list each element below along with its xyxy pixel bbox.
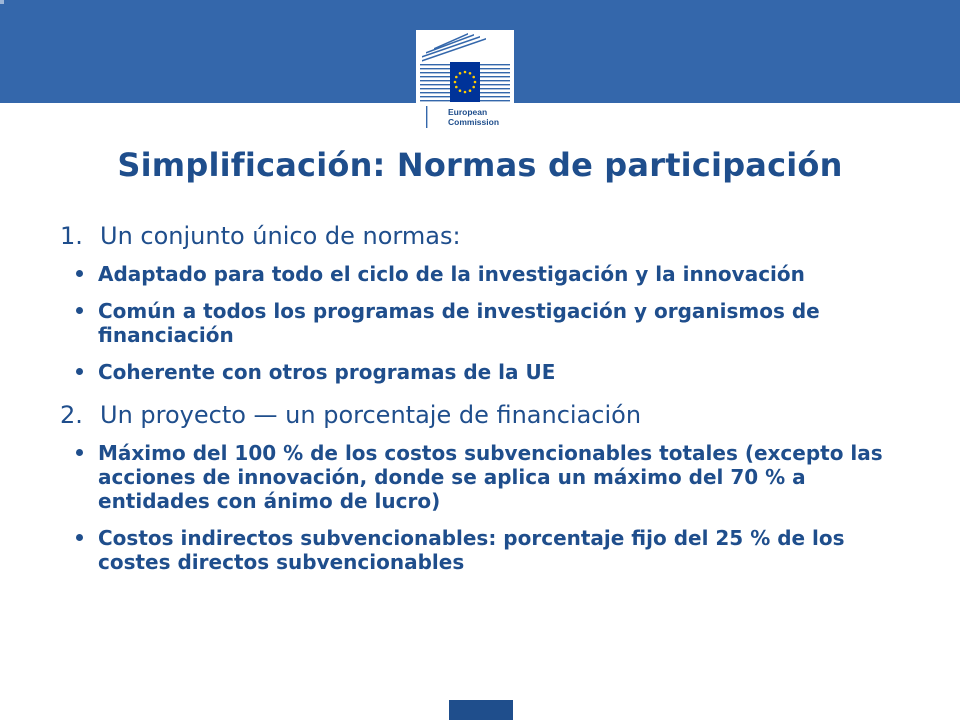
numbered-item-1 — [60, 218, 920, 254]
bullet-icon — [76, 368, 83, 375]
corner-mark — [0, 0, 4, 4]
bullet-text: Costos indirectos subvencionables: porcentaje fijo del 25 % de los costes directos subvencionables — [98, 526, 845, 574]
footer-eu-tab — [449, 700, 513, 720]
logo-line-european: European — [448, 107, 488, 117]
slide-content — [60, 218, 920, 587]
bullet-item — [60, 360, 920, 384]
numbered-item-2 — [60, 397, 920, 433]
logo-wordmark — [448, 107, 512, 127]
item-heading: Un proyecto — un porcentaje de financiación — [100, 401, 642, 429]
european-commission-logo — [416, 30, 514, 135]
slide-title: Simplificación: Normas de participación — [117, 146, 843, 184]
bullet-text: Coherente con otros programas de la UE — [98, 360, 556, 384]
bullet-list-2 — [60, 441, 920, 574]
item-number: 1. — [60, 222, 83, 250]
logo-line-commission: Commission — [448, 117, 500, 127]
item-number: 2. — [60, 401, 83, 429]
bullet-item — [60, 526, 920, 574]
bullet-text: Común a todos los programas de investigación y organismos de financiación — [98, 299, 820, 347]
bullet-icon — [76, 270, 83, 277]
bullet-text: Adaptado para todo el ciclo de la investigación y la innovación — [98, 262, 805, 286]
bullet-icon — [76, 534, 83, 541]
bullet-icon — [76, 307, 83, 314]
bullet-text: Máximo del 100 % de los costos subvencionables totales (excepto las acciones de innovación, donde se aplica un máximo del 70 % a entidades con ánimo de lucro) — [98, 441, 883, 513]
bullet-item — [60, 262, 920, 286]
bullet-item — [60, 441, 920, 513]
bullet-list-1 — [60, 262, 920, 384]
bullet-item — [60, 299, 920, 347]
bullet-icon — [76, 449, 83, 456]
item-heading: Un conjunto único de normas: — [100, 222, 461, 250]
